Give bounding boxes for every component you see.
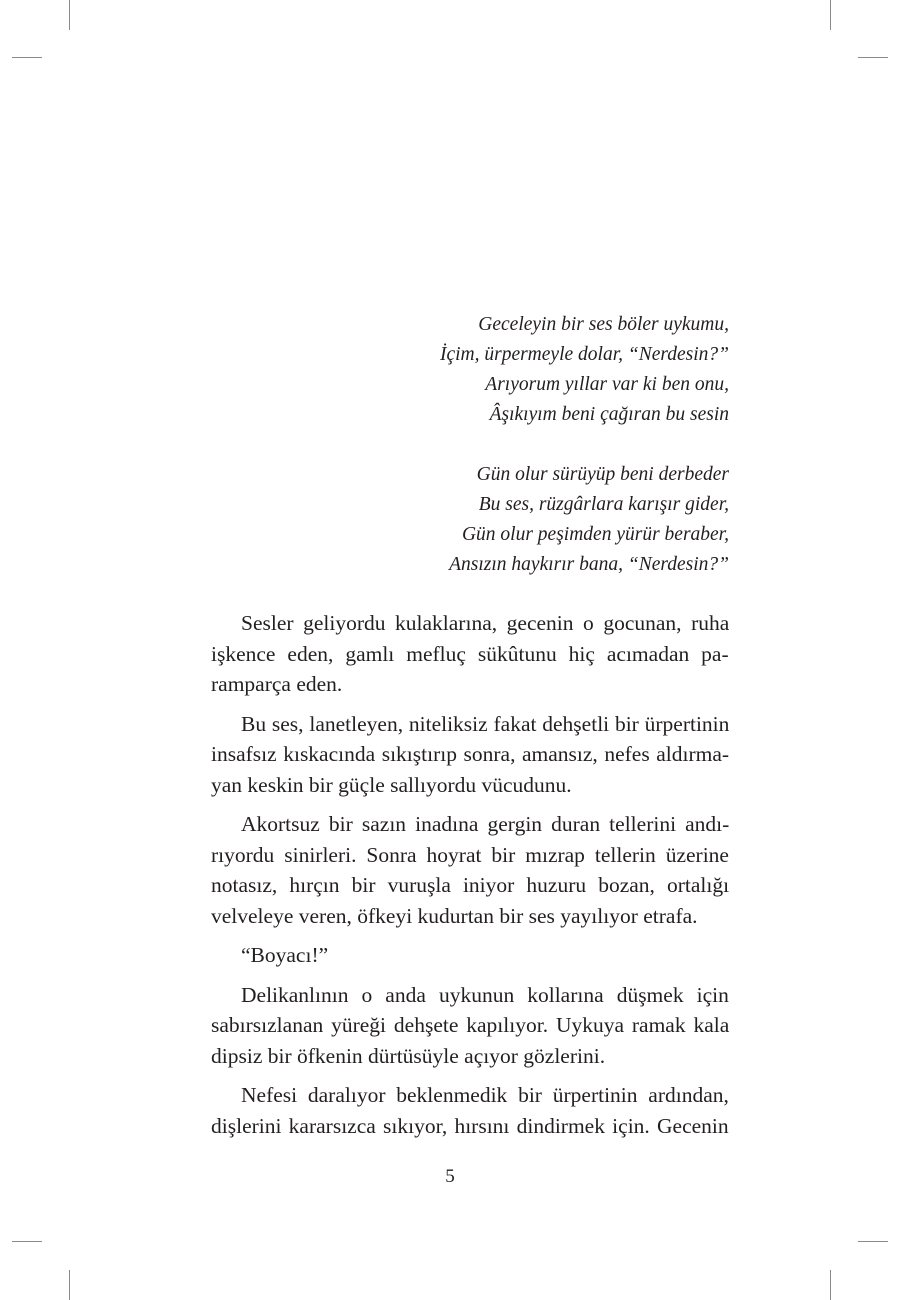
poem-line: Geceleyin bir ses böler uykumu, [478, 314, 729, 335]
poem-stanza [440, 310, 729, 430]
poem-epigraph [440, 310, 729, 580]
text-line: Nefesi daralıyor beklenmedik bir ürpertinin ardından, [241, 1083, 729, 1107]
poem-line: İçim, ürpermeyle dolar, “Nerdesin?” [439, 344, 729, 365]
text-line: dipsiz bir öfkenin dürtüsüyle açıyor gözlerini. [211, 1043, 606, 1068]
text-line: “Boyacı!” [241, 943, 329, 967]
text-line: işkence eden, gamlı mefluç sükûtunu hiç acımadan pa- [211, 641, 729, 666]
poem-line: Âşıkıyım beni çağıran bu sesin [489, 404, 729, 425]
page-number: 5 [445, 1166, 455, 1187]
text-line: yan keskin bir güçle sallıyordu vücudunu. [211, 772, 572, 797]
text-line: notasız, hırçın bir vuruşla iniyor huzuru bozan, ortalığı [211, 873, 730, 897]
poem-line: Arıyorum yıllar var ki ben onu, [485, 374, 729, 395]
poem-line: Bu ses, rüzgârlara karışır gider, [478, 494, 729, 515]
crop-mark-right-lower [858, 1241, 888, 1242]
paragraph [181, 809, 729, 931]
poem-line: Gün olur sürüyüp beni derbeder [476, 464, 729, 485]
crop-mark-left-lower [12, 1241, 42, 1242]
crop-mark-top-right [830, 0, 831, 30]
text-line: sabırsızlanan yüreği dehşete kapılıyor. Uykuya ramak kala [211, 1013, 730, 1037]
text-line: Akortsuz bir sazın inadına gergin duran tellerini andı- [241, 812, 730, 836]
text-line: velveleye veren, öfkeyi kudurtan bir ses yayılıyor etrafa. [211, 903, 698, 928]
text-line: Delikanlının o anda uykunun kollarına düşmek için [241, 982, 729, 1007]
text-line: dişlerini kararsızca sıkıyor, hırsını dindirmek için. Gecenin [211, 1113, 729, 1138]
paragraph [181, 980, 729, 1072]
paragraph [181, 940, 729, 971]
text-line: rıyordu sinirleri. Sonra hoyrat bir mızrap tellerin üzerine [211, 842, 729, 867]
paragraph [181, 1080, 729, 1141]
text-line: insafsız kıskacında sıkıştırıp sonra, amansız, nefes aldırma- [211, 742, 730, 766]
crop-mark-top-left [69, 0, 70, 30]
body-text [181, 608, 729, 1150]
poem-stanza [440, 460, 729, 580]
text-line: Bu ses, lanetleyen, niteliksiz fakat dehşetli bir ürpertinin [241, 711, 730, 736]
crop-mark-right-upper [858, 57, 888, 58]
crop-mark-left-upper [12, 57, 42, 58]
poem-line: Ansızın haykırır bana, “Nerdesin?” [449, 554, 729, 575]
crop-mark-bottom-right [830, 1270, 831, 1300]
paragraph [181, 608, 729, 700]
text-line: Sesler geliyordu kulaklarına, gecenin o gocunan, ruha [241, 611, 730, 635]
paragraph [181, 709, 729, 801]
text-line: ramparça eden. [211, 672, 343, 696]
poem-line: Gün olur peşimden yürür beraber, [461, 524, 729, 545]
crop-mark-bottom-left [69, 1270, 70, 1300]
